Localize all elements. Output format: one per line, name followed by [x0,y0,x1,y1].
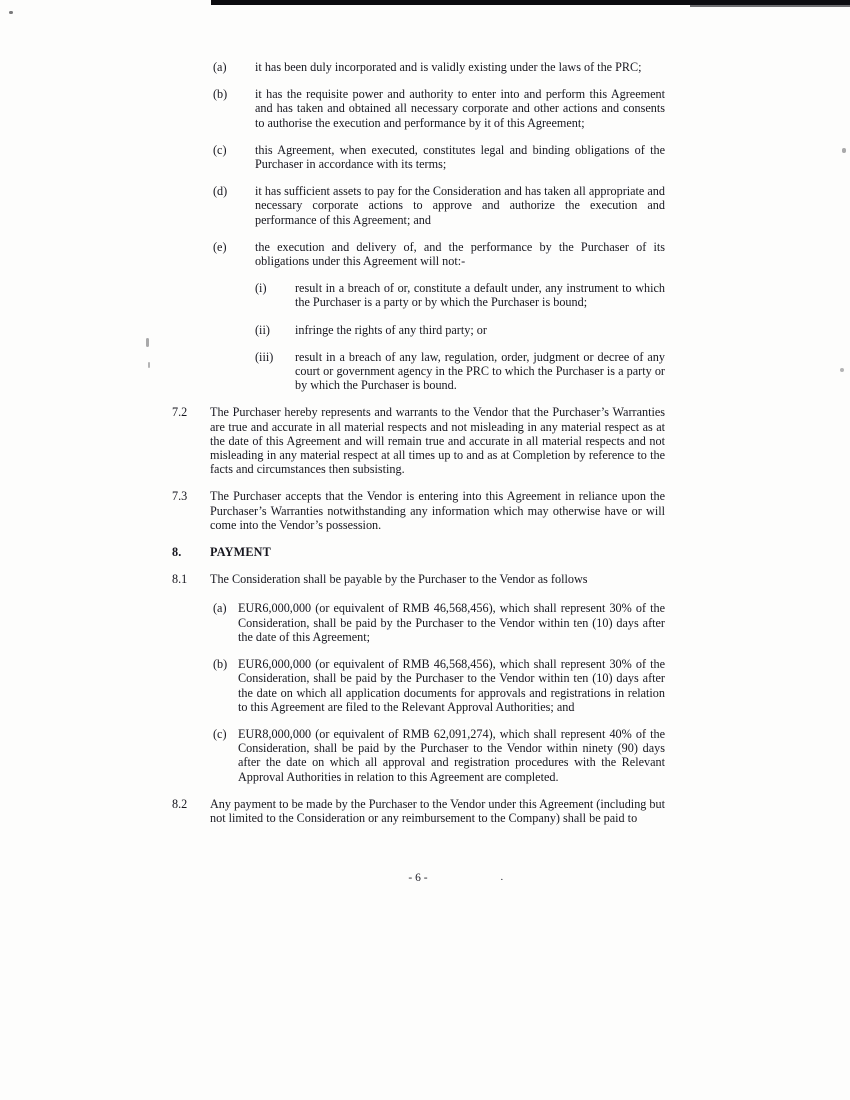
clause-text: The Purchaser hereby represents and warrants to the Vendor that the Purchaser’s Warranties are true and accurate in all material respects and not misleading in any material respect as at the date of this Agreement and will remain true and accurate in all material respects and not misleading in any material respect at all times up to and as at Completion by reference to the facts and circumstances then subsisting. [210,405,665,477]
scan-artifact-speck [840,368,844,372]
scan-artifact-dot: · [500,874,504,886]
clause-text: Any payment to be made by the Purchaser to the Vendor under this Agreement (including but not limited to the Consideration or any reimbursement to the Company) shall be paid to [210,796,666,825]
clause-c [172,143,665,171]
payment-label: (b) [213,657,228,672]
clause-e [172,240,665,268]
clause-text: this Agreement, when executed, constitutes legal and binding obligations of the Purchaser in accordance with its terms; [255,142,665,172]
subclause-label: (ii) [255,322,270,337]
subclause-ii [172,323,665,337]
subclause-text: result in a breach of or, constitute a default under, any instrument to which the Purchaser is a party or by which the Purchaser is bound; [295,281,665,310]
subclause-i [172,281,665,309]
clause-text: it has sufficient assets to pay for the Consideration and has taken all appropriate and necessary corporate actions to approve and authorize the execution and performance of this Agreement; and [255,184,665,227]
section-number: 8. [172,545,182,560]
clause-label: (d) [213,184,228,199]
scan-artifact-top-bar-secondary [690,5,850,7]
clause-label: (a) [213,60,227,74]
clause-number: 8.1 [172,572,188,587]
scan-artifact-speck [842,148,846,153]
clause-a [172,60,665,74]
payment-label: (c) [213,726,227,741]
clause-label: (b) [213,87,228,102]
clause-7-2 [172,405,665,476]
payment-text: EUR6,000,000 (or equivalent of RMB 46,568,456), which shall represent 30% of the Consideration, shall be paid by the Purchaser to the Vendor within ten (10) days after the date on which all application documents for approvals and registrations in relation to this Agreement are filed to the Relevant Approval Authorities; and [238,657,665,714]
clause-text: the execution and delivery of, and the performance by the Purchaser of its obligations under this Agreement will not:- [255,239,665,269]
section-title: PAYMENT [210,545,271,560]
clause-number: 7.2 [172,405,188,420]
clause-number: 8.2 [172,796,188,811]
payment-text: EUR6,000,000 (or equivalent of RMB 46,568,456), which shall represent 30% of the Consideration, shall be paid by the Purchaser to the Vendor within ten (10) days after the date of this Agreement; [238,601,665,644]
clause-text: it has been duly incorporated and is validly existing under the laws of the PRC; [255,60,642,74]
clause-number: 7.3 [172,489,188,504]
payment-item-a [172,601,665,644]
payment-item-c [172,727,665,784]
page-content [172,60,665,838]
subclause-label: (i) [255,281,267,296]
payment-label: (a) [213,601,227,616]
clause-d [172,184,665,227]
clause-7-3 [172,489,665,532]
payment-text: EUR8,000,000 (or equivalent of RMB 62,091,274), which shall represent 40% of the Consideration, shall be paid by the Purchaser to the Vendor within ninety (90) days after the date on which all approval and registration procedures with the Relevant Approval Authorities in relation to this Agreement are completed. [238,726,665,784]
clause-8-1 [172,572,665,586]
clause-b [172,87,665,130]
subclause-text: result in a breach of any law, regulation, order, judgment or decree of any court or government agency in the PRC to which the Purchaser is a party or by which the Purchaser is bound. [295,349,665,393]
subclause-iii [172,350,665,393]
scan-artifact-speck [148,362,150,368]
clause-label: (e) [213,239,227,254]
scan-artifact-speck [9,11,13,14]
scan-artifact-speck [146,338,149,347]
clause-text: The Consideration shall be payable by the Purchaser to the Vendor as follows [210,572,588,587]
page-number: - 6 - [408,872,428,884]
clause-label: (c) [213,142,227,157]
clause-text: The Purchaser accepts that the Vendor is entering into this Agreement in reliance upon the Purchaser’s Warranties notwithstanding any information which may otherwise have or will come into the Vendor’s possession. [210,489,665,532]
subclause-label: (iii) [255,349,274,364]
section-8-heading [172,545,665,559]
clause-8-2 [172,797,665,825]
subclause-text: infringe the rights of any third party; or [295,322,487,337]
payment-item-b [172,657,665,714]
clause-text: it has the requisite power and authority to enter into and perform this Agreement and has taken and obtained all necessary corporate and other actions and consents to authorise the execution and performance by it of this Agreement; [255,87,665,130]
